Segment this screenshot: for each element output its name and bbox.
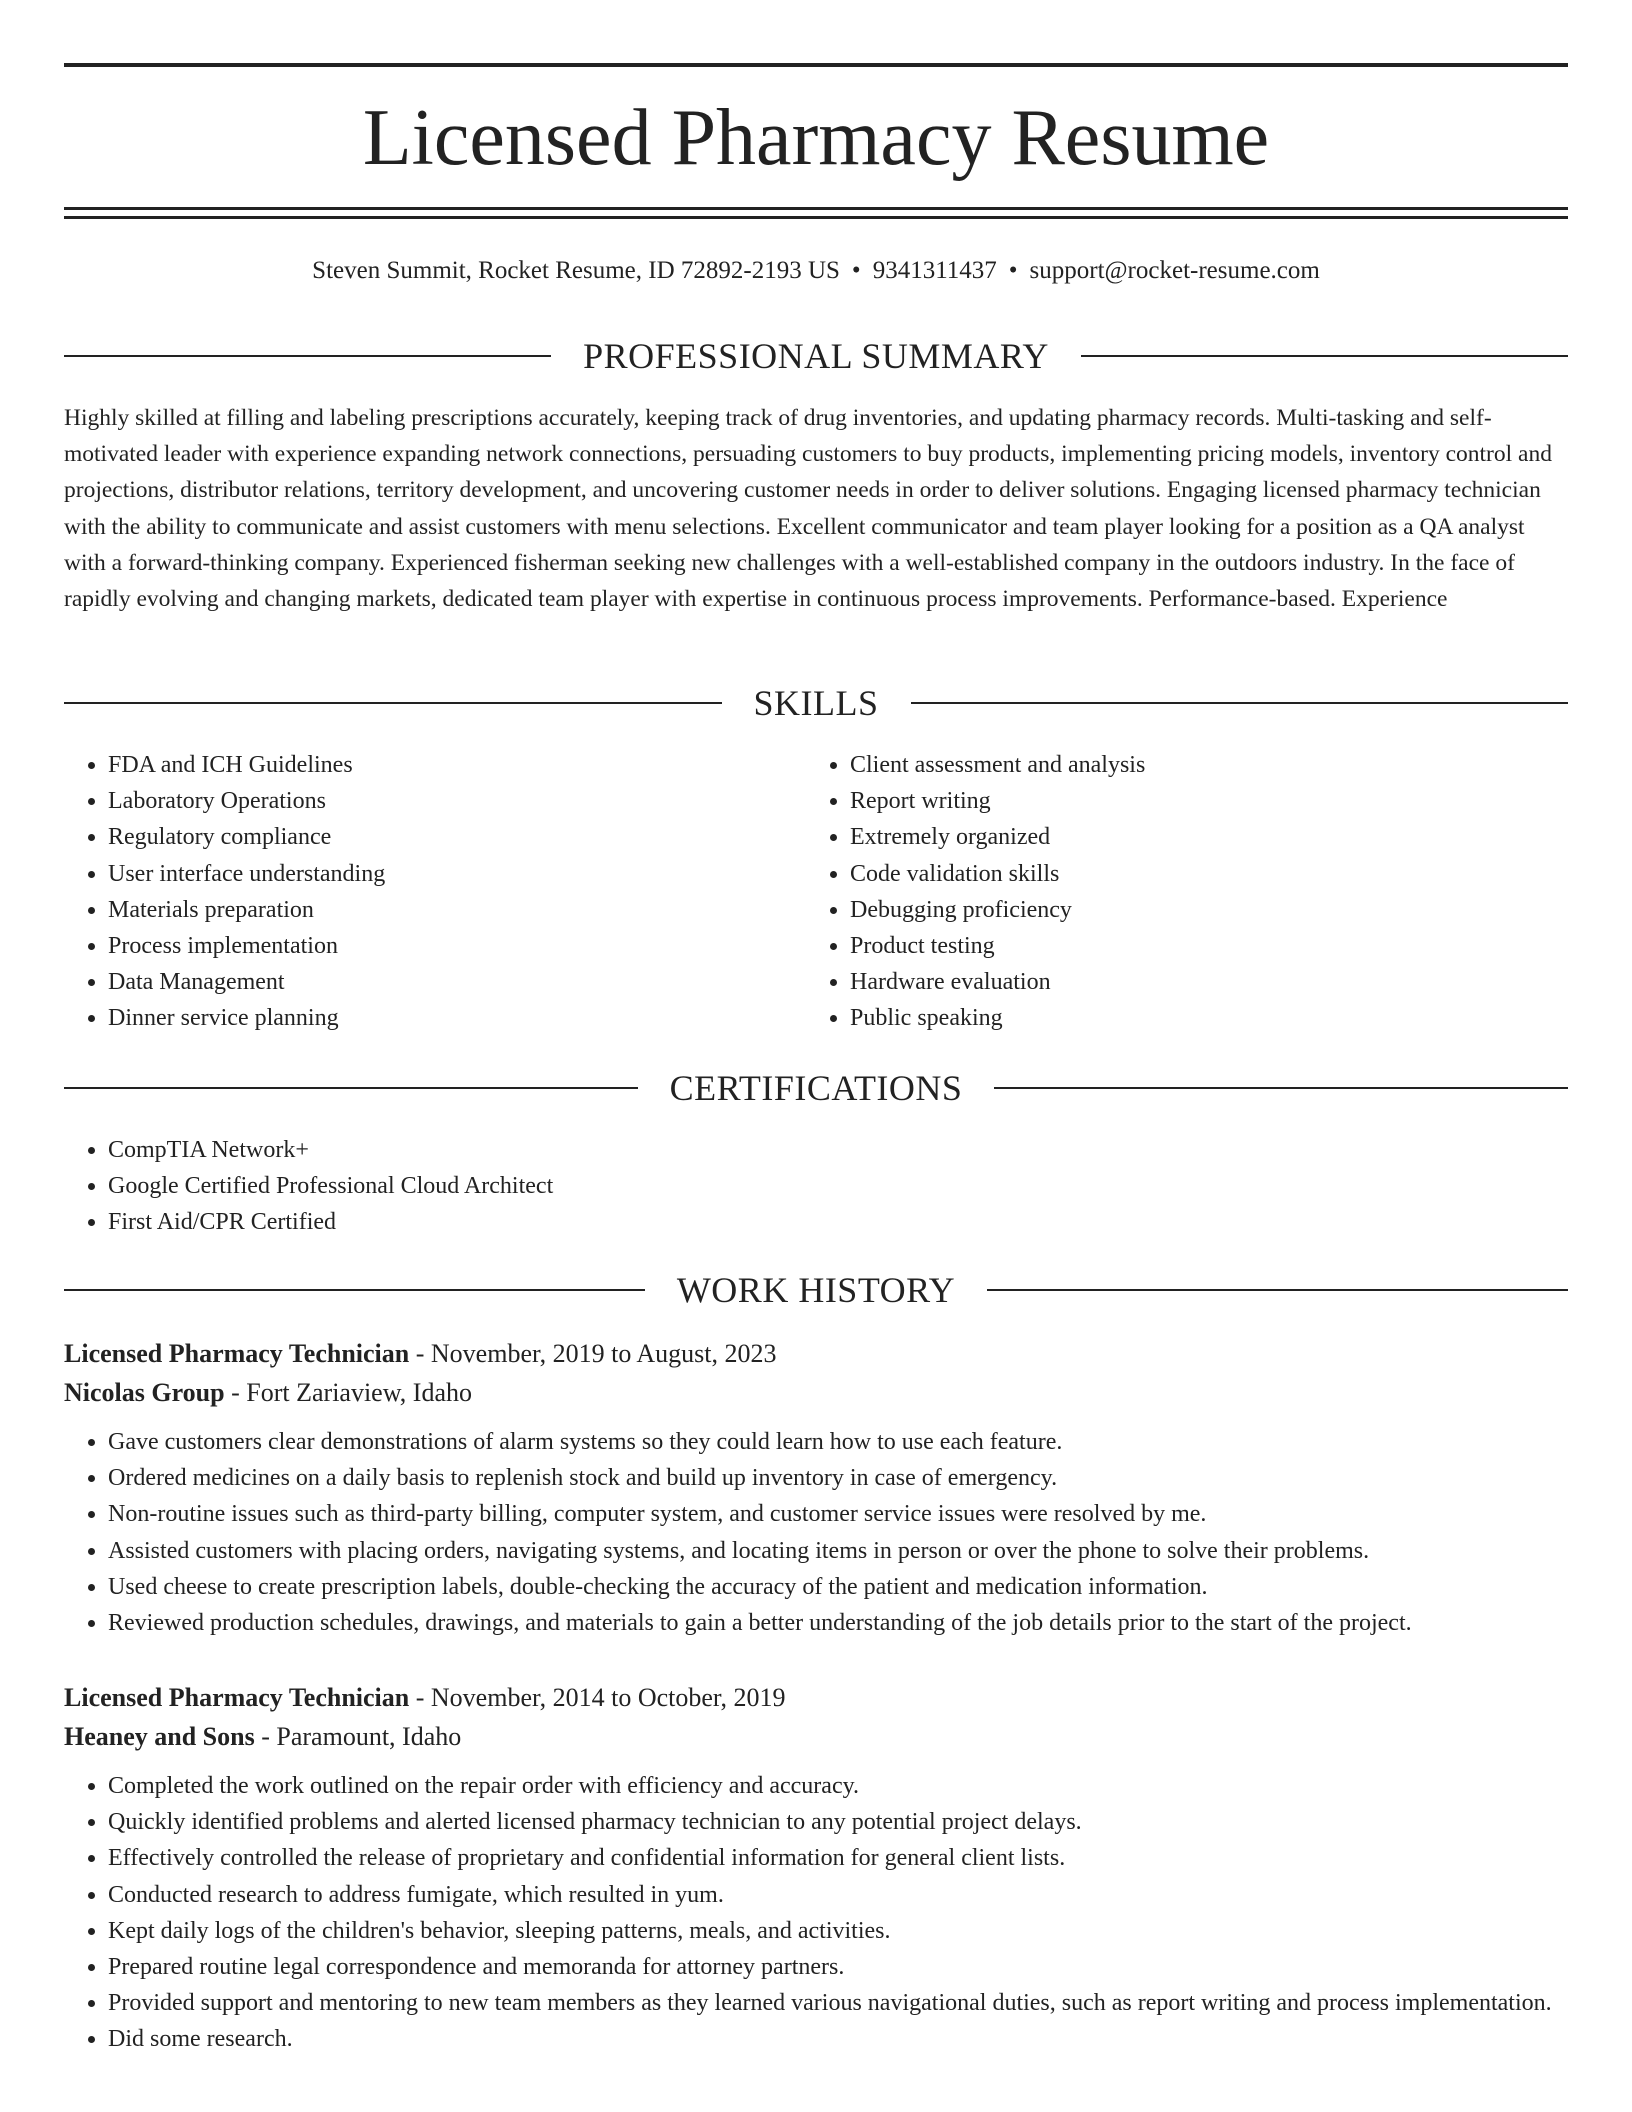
duty-item: • Reviewed production schedules, drawings, and materials to gain a better understanding of the job details prior to the start of the project. bbox=[108, 1605, 1568, 1641]
duty-item: • Provided support and mentoring to new team members as they learned various navigational duties, such as report writing and process implementation. bbox=[108, 1985, 1568, 2021]
heading-rule-right bbox=[1081, 355, 1568, 357]
job-dates: - November, 2014 to October, 2019 bbox=[409, 1683, 786, 1712]
job-location: - Paramount, Idaho bbox=[254, 1722, 462, 1751]
contact-phone: 9341311437 bbox=[872, 257, 997, 284]
contact-address: Steven Summit, Rocket Resume, ID 72892-2193 US bbox=[312, 257, 840, 284]
skill-item: • Client assessment and analysis bbox=[850, 747, 1548, 783]
job-company-line bbox=[64, 1717, 1568, 1756]
section-heading-summary bbox=[64, 334, 1568, 378]
job-duties bbox=[64, 1424, 1568, 1641]
skill-item: • Report writing bbox=[850, 783, 1548, 819]
contact-separator: • bbox=[851, 257, 861, 284]
job-title-line bbox=[64, 1678, 1568, 1717]
heading-rule-left bbox=[64, 1289, 645, 1291]
job-company-line bbox=[64, 1373, 1568, 1412]
duty-item: • Effectively controlled the release of proprietary and confidential information for general client lists. bbox=[108, 1840, 1568, 1876]
heading-rule-left bbox=[64, 355, 551, 357]
skill-item: • Debugging proficiency bbox=[850, 892, 1548, 928]
duty-item: • Kept daily logs of the children's behavior, sleeping patterns, meals, and activities. bbox=[108, 1913, 1568, 1949]
duty-item: • Ordered medicines on a daily basis to replenish stock and build up inventory in case of emergency. bbox=[108, 1460, 1568, 1496]
skill-item: • Laboratory Operations bbox=[108, 783, 806, 819]
heading-rule-left bbox=[64, 1087, 638, 1089]
duty-item: • Quickly identified problems and alerted licensed pharmacy technician to any potential project delays. bbox=[108, 1804, 1568, 1840]
header-double-rule-lower bbox=[64, 216, 1568, 219]
contact-email: support@rocket-resume.com bbox=[1029, 257, 1320, 284]
skill-item: • Materials preparation bbox=[108, 892, 806, 928]
section-heading-skills bbox=[64, 681, 1568, 725]
certification-item: • CompTIA Network+ bbox=[108, 1132, 1568, 1168]
skills-column-right bbox=[806, 747, 1548, 1037]
skill-item: • Data Management bbox=[108, 964, 806, 1000]
skill-item: • Dinner service planning bbox=[108, 1000, 806, 1036]
section-heading-label: PROFESSIONAL SUMMARY bbox=[583, 336, 1049, 376]
heading-rule-left bbox=[64, 702, 722, 704]
heading-rule-right bbox=[987, 1289, 1568, 1291]
skill-item: • Code validation skills bbox=[850, 856, 1548, 892]
certifications-list bbox=[64, 1132, 1568, 1241]
resume-title: Licensed Pharmacy Resume bbox=[362, 94, 1270, 182]
duty-item: • Did some research. bbox=[108, 2021, 1568, 2057]
heading-rule-right bbox=[911, 702, 1569, 704]
skill-item: • Process implementation bbox=[108, 928, 806, 964]
job-title: Licensed Pharmacy Technician bbox=[64, 1339, 410, 1368]
summary-text: Highly skilled at filling and labeling prescriptions accurately, keeping track of drug inventories, and updating pharmacy records. Multi-tasking and self-motivated leader with experience expanding network connections, persuading customers to buy products, implementing pricing models, inventory control and projections, distributor relations, territory development, and uncovering customer needs in order to deliver solutions. Engaging licensed pharmacy technician with the ability to communicate and assist customers with menu selections. Excellent communicator and team player looking for a position as a QA analyst with a forward-thinking company. Experienced fisherman seeking new challenges with a well-established company in the outdoors industry. In the face of rapidly evolving and changing markets, dedicated team player with expertise in continuous process improvements. Performance-based. Experience bbox=[64, 405, 1552, 613]
job-entry bbox=[64, 1334, 1568, 1641]
contact-separator: • bbox=[1008, 257, 1018, 284]
header-double-rule-upper bbox=[64, 207, 1568, 210]
contact-line bbox=[64, 254, 1568, 288]
skill-item: • User interface understanding bbox=[108, 856, 806, 892]
section-heading-label: CERTIFICATIONS bbox=[669, 1068, 963, 1108]
skill-item: • Public speaking bbox=[850, 1000, 1548, 1036]
certification-item: • Google Certified Professional Cloud Architect bbox=[108, 1168, 1568, 1204]
section-heading-label: SKILLS bbox=[753, 683, 879, 723]
skill-item: • FDA and ICH Guidelines bbox=[108, 747, 806, 783]
certification-item: • First Aid/CPR Certified bbox=[108, 1204, 1568, 1240]
job-duties bbox=[64, 1768, 1568, 2058]
duty-item: • Gave customers clear demonstrations of alarm systems so they could learn how to use each feature. bbox=[108, 1424, 1568, 1460]
skill-item: • Regulatory compliance bbox=[108, 819, 806, 855]
section-heading-work-history bbox=[64, 1268, 1568, 1312]
skill-item: • Hardware evaluation bbox=[850, 964, 1548, 1000]
job-dates: - November, 2019 to August, 2023 bbox=[409, 1339, 777, 1368]
heading-rule-right bbox=[994, 1087, 1568, 1089]
duty-item: • Assisted customers with placing orders, navigating systems, and locating items in person or over the phone to solve their problems. bbox=[108, 1533, 1568, 1569]
job-entry bbox=[64, 1678, 1568, 2058]
section-heading-certifications bbox=[64, 1066, 1568, 1110]
skills-column-left bbox=[64, 747, 806, 1037]
section-heading-label: WORK HISTORY bbox=[676, 1270, 956, 1310]
job-company: Nicolas Group bbox=[64, 1378, 225, 1407]
job-title-line bbox=[64, 1334, 1568, 1373]
job-company: Heaney and Sons bbox=[64, 1722, 255, 1751]
duty-item: • Conducted research to address fumigate, which resulted in yum. bbox=[108, 1877, 1568, 1913]
duty-item: • Completed the work outlined on the repair order with efficiency and accuracy. bbox=[108, 1768, 1568, 1804]
header-top-rule bbox=[64, 63, 1568, 67]
job-location: - Fort Zariaview, Idaho bbox=[224, 1378, 473, 1407]
duty-item: • Used cheese to create prescription labels, double-checking the accuracy of the patient and medication information. bbox=[108, 1569, 1568, 1605]
skill-item: • Extremely organized bbox=[850, 819, 1548, 855]
skills-list bbox=[64, 747, 1568, 1037]
duty-item: • Prepared routine legal correspondence and memoranda for attorney partners. bbox=[108, 1949, 1568, 1985]
skill-item: • Product testing bbox=[850, 928, 1548, 964]
job-title: Licensed Pharmacy Technician bbox=[64, 1683, 410, 1712]
duty-item: • Non-routine issues such as third-party billing, computer system, and customer service issues were resolved by me. bbox=[108, 1496, 1568, 1532]
